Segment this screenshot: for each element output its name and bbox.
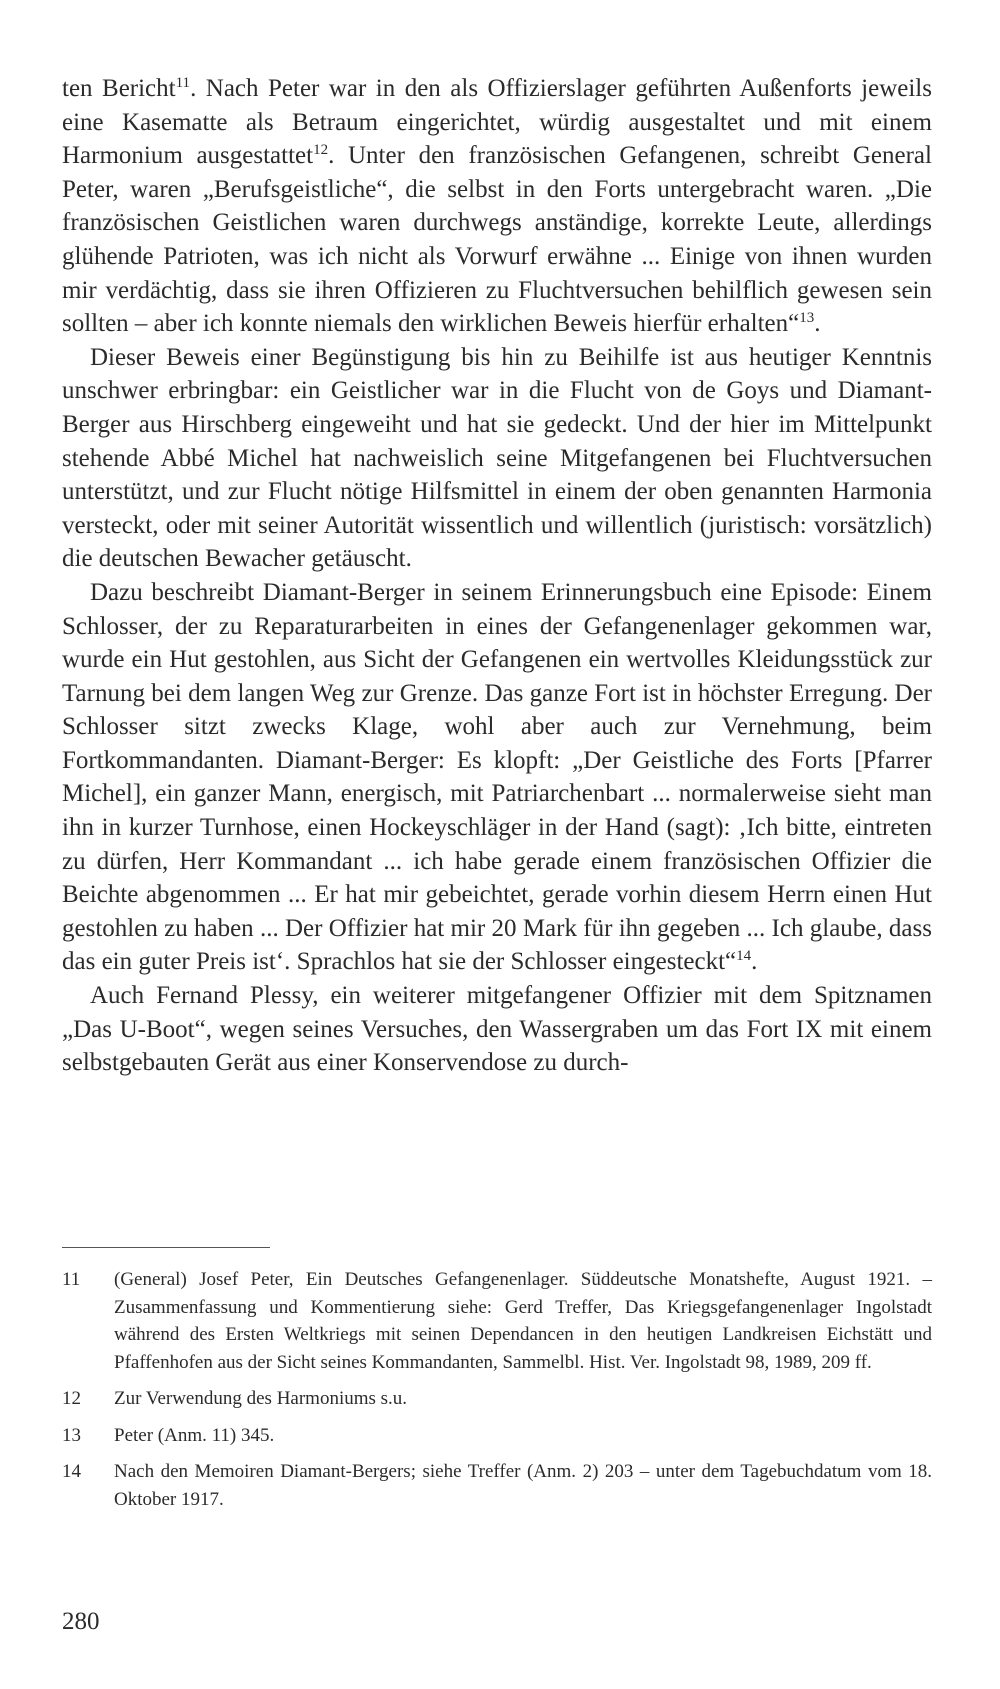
page-number: 280 xyxy=(62,1608,100,1635)
footnote-12 xyxy=(62,1385,932,1413)
footnote-text: (General) Josef Peter, Ein Deutsches Gefangenenlager. Süddeutsche Monatshefte, August 1921. – Zusammenfassung und Kommentierung siehe: Gerd Treffer, Das Kriegsgefangenenlager Ingolstadt während des Ersten Weltkriegs mit seinen Dependancen in den heutigen Landkreisen Eichstätt und Pfaffenhofen aus der Sicht seines Kommandanten, Sammelbl. Hist. Ver. Ingolstadt 98, 1989, 209 ff. xyxy=(114,1269,932,1373)
footnote-text: Nach den Memoiren Diamant-Bergers; siehe Treffer (Anm. 2) 203 – unter dem Tagebuchdatum vom 18. Oktober 1917. xyxy=(114,1461,932,1510)
paragraph-4: Auch Fernand Plessy, ein weiterer mitgefangener Offizier mit dem Spitznamen „Das U-Boot“, wegen seines Versuches, den Wassergraben um das Fort IX mit einem selbstgebauten Gerät aus einer Konservendose zu durch- xyxy=(62,982,932,1077)
footnote-text: Peter (Anm. 11) 345. xyxy=(114,1424,275,1446)
paragraph-1: ten Bericht$^{11}$. Nach Peter war in den als Offizierslager geführten Außenforts jeweils eine Kasematte als Betraum eingerichtet, würdig ausgestaltet und mit einem Harmonium ausgestattet$^{12}$. Unter den französischen Gefangenen, schreibt General Peter, waren „Berufsgeistliche“, die selbst in den Forts untergebracht waren. „Die französischen Geistlichen waren durchwegs anständige, korrekte Leute, allerdings glühende Patrioten, was ich nicht als Vorwurf erwähne ... Einige von ihnen wurden mir verdächtig, dass sie ihren Offizieren zu Fluchtversuchen behilflich gewesen sein sollten – aber ich konnte niemals den wirklichen Beweis hierfür erhalten“$^{13}$. xyxy=(62,75,932,338)
paragraph-3: Dazu beschreibt Diamant-Berger in seinem Erinnerungsbuch eine Episode: Einem Schlosser, der zu Reparaturarbeiten in eines der Gefangenenlager gekommen war, wurde ein Hut gestohlen, aus Sicht der Gefangenen ein wertvolles Kleidungsstück zur Tarnung bei dem langen Weg zur Grenze. Das ganze Fort ist in höchster Erregung. Der Schlosser sitzt zwecks Klage, wohl aber auch zur Vernehmung, beim Fortkommandanten. Diamant-Berger: Es klopft: „Der Geistliche des Forts [Pfarrer Michel], ein ganzer Mann, energisch, mit Patriarchenbart ... normalerweise sieht man ihn in kurzer Turnhose, einen Hockeyschläger in der Hand (sagt): ‚Ich bitte, eintreten zu dürfen, Herr Kommandant ... ich habe gerade einem französischen Offizier die Beichte abgenommen ... Er hat mir gebeichtet, gerade vorhin diesem Herrn einen Hut gestohlen zu haben ... Der Offizier hat mir 20 Mark für ihn gegeben ... Ich glaube, dass das ein guter Preis ist‘. Sprachlos hat sie der Schlosser eingesteckt“$^{14}$. xyxy=(62,578,932,976)
footnote-number: 11 xyxy=(62,1269,81,1290)
footnote-ref-13: 13 xyxy=(799,310,815,327)
footnote-divider xyxy=(62,1247,270,1248)
footnote-13 xyxy=(62,1422,932,1450)
footnotes xyxy=(62,1266,932,1522)
footnote-11 xyxy=(62,1266,932,1376)
footnote-ref-11: 11 xyxy=(175,75,191,91)
footnote-number: 12 xyxy=(62,1388,81,1409)
footnote-text: Zur Verwendung des Harmoniums s.u. xyxy=(114,1388,408,1409)
paragraph-2: Dieser Beweis einer Begünstigung bis hin zu Beihilfe ist aus heutiger Kenntnis unschwer erbringbar: ein Geistlicher war in die Flucht von de Goys und Diamant-Berger aus Hirschberg eingeweiht und hat sie gedeckt. Und der hier im Mittelpunkt stehende Abbé Michel hat nachweislich seine Mitgefangenen bei Fluchtversuchen unterstützt, und zur Flucht nötige Hilfsmittel in einem der oben genannten Harmonia versteckt, oder mit seiner Autorität wissentlich und willentlich (juristisch: vorsätzlich) die deutschen Bewacher getäuscht. xyxy=(62,343,932,573)
footnote-14 xyxy=(62,1458,932,1513)
footnote-ref-14: 14 xyxy=(736,948,752,965)
footnote-number: 14 xyxy=(62,1461,81,1482)
footnote-number: 13 xyxy=(62,1424,81,1446)
main-text xyxy=(62,72,932,1080)
footnote-ref-12: 12 xyxy=(313,142,329,159)
